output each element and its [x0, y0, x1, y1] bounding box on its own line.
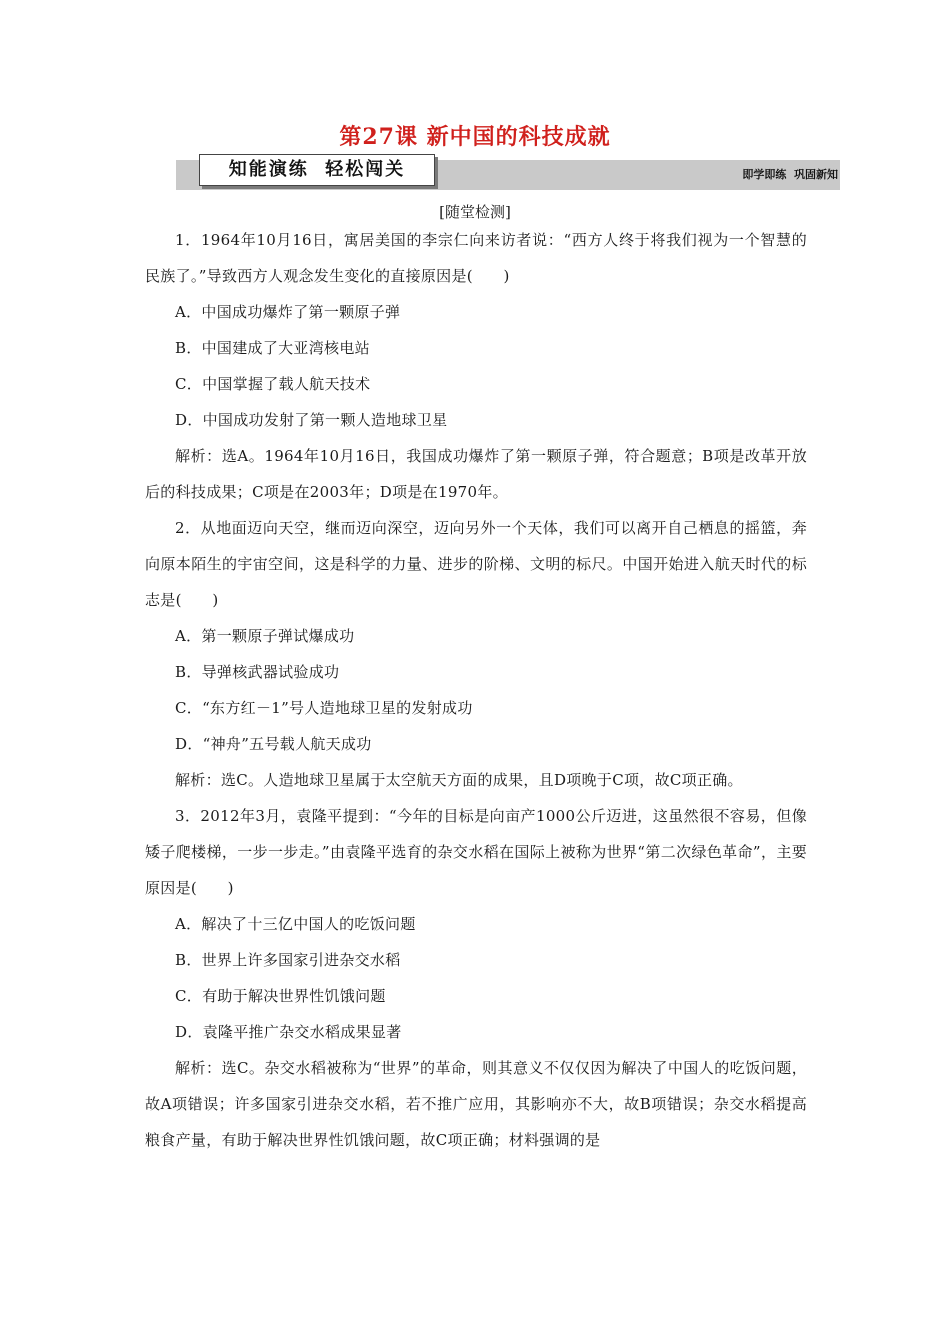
- q1-stem: 1．1964年10月16日，寓居美国的李宗仁向来访者说：“西方人终于将我们视为一个智慧的民族了。”导致西方人观念发生变化的直接原因是( ): [145, 231, 807, 285]
- q2-stem: 2．从地面迈向天空，继而迈向深空，迈向另外一个天体，我们可以离开自己栖息的摇篮，奔向原本陌生的宇宙空间，这是科学的力量、进步的阶梯、文明的标尺。中国开始进入航天时代的标志是( ): [145, 519, 807, 609]
- q3-stem: 3．2012年3月，袁隆平提到：“今年的目标是向亩产1000公斤迈进，这虽然很不容易，但像矮子爬楼梯，一步一步走。”由袁隆平选育的杂交水稻在国际上被称为世界“第二次绿色革命”，主要原因是( ): [145, 807, 807, 897]
- q2-option-b: B．导弹核武器试验成功: [175, 663, 340, 681]
- q2-option-c: C．“东方红－1”号人造地球卫星的发射成功: [175, 699, 473, 717]
- q1-option-a: A．中国成功爆炸了第一颗原子弹: [175, 303, 401, 321]
- q3-option-d: D．袁隆平推广杂交水稻成果显著: [175, 1023, 402, 1041]
- q2-analysis: 解析：选C。人造地球卫星属于太空航天方面的成果，且D项晚于C项，故C项正确。: [175, 771, 743, 789]
- q3-option-a: A．解决了十三亿中国人的吃饭问题: [175, 915, 416, 933]
- q1-analysis: 解析：选A。1964年10月16日，我国成功爆炸了第一颗原子弹，符合题意；B项是改革开放后的科技成果；C项是在2003年；D项是在1970年。: [145, 447, 807, 501]
- q3-option-b: B．世界上许多国家引进杂交水稻: [175, 951, 401, 969]
- q1-option-d: D．中国成功发射了第一颗人造地球卫星: [175, 411, 448, 429]
- q3-option-c: C．有助于解决世界性饥饿问题: [175, 987, 386, 1005]
- q2-option-d: D．“神舟”五号载人航天成功: [175, 735, 372, 753]
- section-heading: [随堂检测]: [439, 203, 511, 221]
- banner-right-text: 即学即练 巩固新知: [742, 168, 838, 181]
- q3-analysis: 解析：选C。杂交水稻被称为“世界”的革命，则其意义不仅仅因为解决了中国人的吃饭问题，故A项错误；许多国家引进杂交水稻，若不推广应用，其影响亦不大，故B项错误；杂交水稻提高粮食产量，有助于解决世界性饥饿问题，故C项正确；材料强调的是: [145, 1059, 807, 1149]
- banner-label: 知能演练 轻松闯关: [199, 154, 435, 186]
- question-content: [145, 222, 807, 1158]
- q1-option-b: B．中国建成了大亚湾核电站: [175, 339, 370, 357]
- q2-option-a: A．第一颗原子弹试爆成功: [175, 627, 355, 645]
- q1-option-c: C．中国掌握了载人航天技术: [175, 375, 371, 393]
- lesson-title: 第27课 新中国的科技成就: [339, 124, 611, 150]
